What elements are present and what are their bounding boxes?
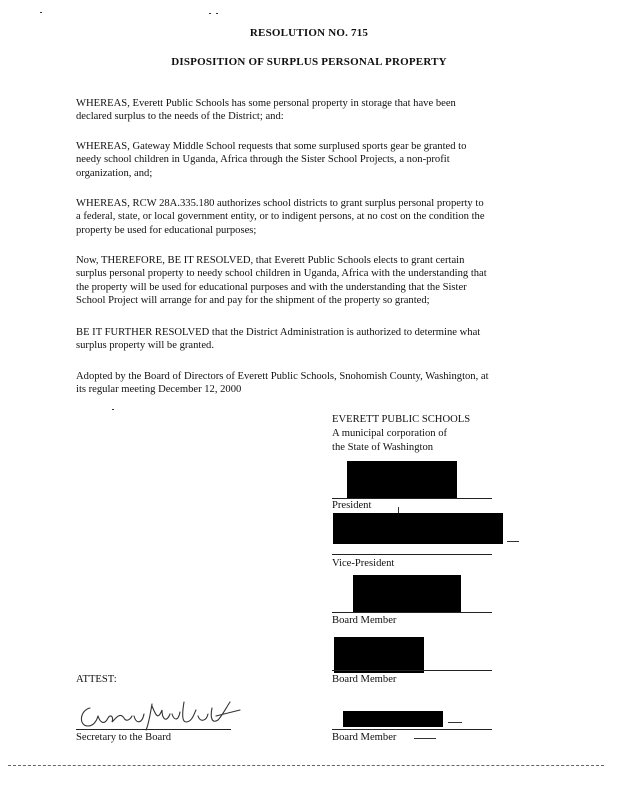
signature-line-board-member-1 [332, 612, 492, 613]
title-secretary: Secretary to the Board [76, 732, 172, 743]
paragraph-line: property be used for educational purposes; [76, 224, 257, 236]
paragraph-line: surplus personal property to needy school children in Uganda, Africa with the understanding that [76, 268, 487, 280]
paragraph-further-resolved [76, 326, 546, 353]
scan-speck [216, 13, 218, 14]
title-president: President [332, 500, 372, 511]
resolution-subject: DISPOSITION OF SURPLUS PERSONAL PROPERTY [171, 56, 447, 68]
paragraph-line: WHEREAS, Everett Public Schools has some personal property in storage that have been [76, 98, 456, 109]
paragraph-line: its regular meeting December 12, 2000 [76, 384, 242, 396]
paragraph-line: organization, and; [76, 167, 153, 179]
scan-speck [209, 13, 211, 14]
redacted-signature-board-member-2 [334, 637, 424, 673]
paragraph-line: needy school children in Uganda, Africa through the Sister School Projects, a non-profit [76, 154, 450, 166]
paragraph-rcw-authority [76, 197, 546, 237]
scan-speck [112, 409, 114, 410]
title-board-member-3: Board Member [332, 732, 397, 743]
scan-speck [507, 541, 519, 542]
redacted-signature-vice-president [333, 513, 503, 544]
org-name: EVERETT PUBLIC SCHOOLS [332, 414, 471, 425]
secretary-signature [70, 696, 250, 736]
paragraph-line: declared surplus to the needs of the District; and: [76, 111, 284, 123]
redacted-signature-board-member-3 [343, 711, 443, 727]
paragraph-gateway-request [76, 140, 546, 180]
redacted-signature-board-member-1 [353, 575, 461, 613]
paragraph-line: School Project will arrange for and pay for the shipment of the property so granted; [76, 295, 430, 307]
paragraph-line: the property will be used for educational purposes and with the understanding that the Sister [76, 281, 467, 293]
resolution-number: RESOLUTION NO. 715 [249, 27, 369, 39]
title-board-member-1: Board Member [332, 615, 397, 626]
redacted-signature-president [347, 461, 457, 498]
scan-speck [448, 722, 462, 723]
scan-bottom-edge [8, 765, 604, 766]
paragraph-line: a federal, state, or local government entity, or to indigent persons, at no cost on the condition the [76, 211, 485, 223]
paragraph-line: WHEREAS, Gateway Middle School requests that some surplused sports gear be granted to [76, 141, 467, 152]
paragraph-line: Adopted by the Board of Directors of Everett Public Schools, Snohomish County, Washington, at [76, 371, 489, 382]
paragraph-adopted [76, 370, 546, 397]
signature-line-board-member-2 [332, 670, 492, 671]
paragraph-line: BE IT FURTHER RESOLVED that the District Administration is authorized to determine what [76, 327, 481, 338]
title-board-member-2: Board Member [332, 674, 397, 685]
paragraph-line: WHEREAS, RCW 28A.335.180 authorizes school districts to grant surplus personal property to [76, 198, 484, 209]
signature-line-vice-president [332, 554, 492, 555]
org-description-line1: A municipal corporation of [332, 428, 448, 439]
paragraph-line: surplus property will be granted. [76, 340, 214, 352]
signature-line-secretary [76, 729, 231, 730]
paragraph-resolved [76, 254, 546, 308]
scan-speck [414, 738, 436, 739]
paragraph-surplus-property [76, 97, 546, 124]
attest-label: ATTEST: [76, 674, 117, 685]
scan-speck [40, 12, 42, 13]
org-description-line2: the State of Washington [332, 442, 434, 453]
title-vice-president: Vice-President [332, 558, 395, 569]
signature-line-board-member-3 [332, 729, 492, 730]
paragraph-line: Now, THEREFORE, BE IT RESOLVED, that Everett Public Schools elects to grant certain [76, 255, 465, 266]
